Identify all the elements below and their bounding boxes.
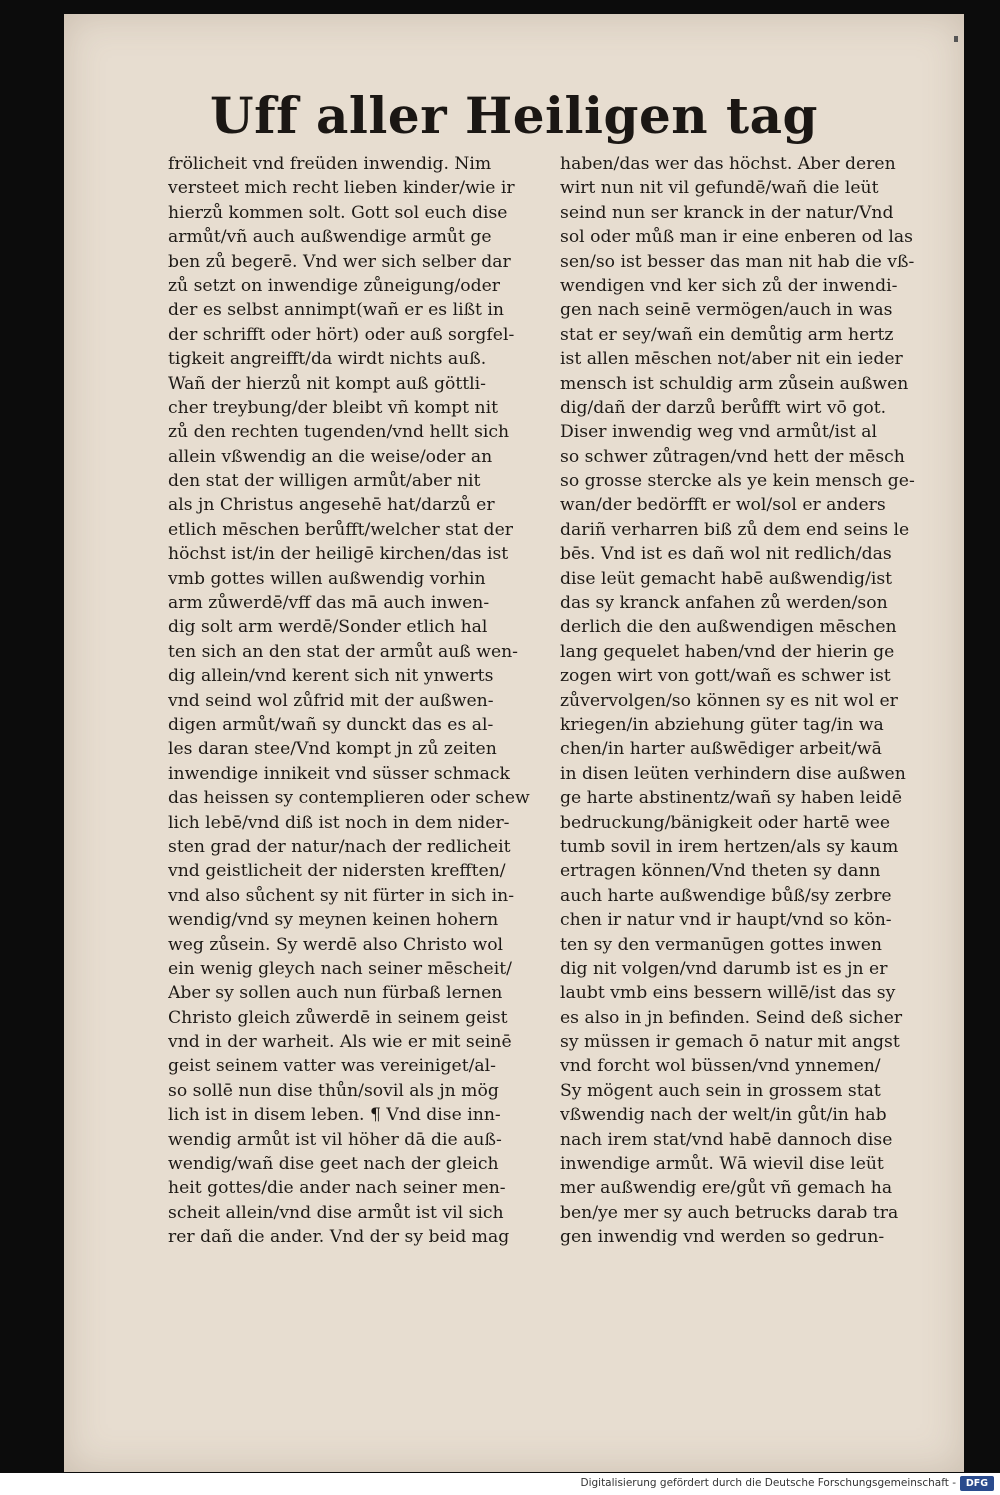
text-line: Christo gleich zůwerdē in seinem geist <box>168 1007 508 1028</box>
dfg-logo: DFG <box>960 1476 994 1491</box>
text-line: Wañ der hierzů nit kompt auß göttli- <box>168 373 486 394</box>
text-line: arm zůwerdē/vff das mā auch inwen- <box>168 593 490 614</box>
left-text-column <box>168 152 540 1250</box>
text-line: zů setzt on inwendige zůneigung/oder <box>168 275 500 296</box>
text-line: wan/der bedörfft er wol/sol er anders <box>560 495 886 516</box>
text-line: vnd seind wol zůfrid mit der außwen- <box>168 690 494 711</box>
page-title: Uff aller Heiligen tag <box>210 86 818 145</box>
text-line: mer außwendig ere/gůt vñ gemach ha <box>560 1178 893 1199</box>
text-line: vßwendig nach der welt/in gůt/in hab <box>560 1105 887 1126</box>
text-line: ben zů begerē. Vnd wer sich selber dar <box>168 251 511 272</box>
text-line: ertragen können/Vnd theten sy dann <box>560 861 881 882</box>
text-line: vnd in der warheit. Als wie er mit seinē <box>168 1032 512 1053</box>
text-line: wendig/wañ dise geet nach der gleich <box>168 1154 499 1175</box>
text-line: allein vßwendig an die weise/oder an <box>168 446 493 467</box>
text-line: weg zůsein. Sy werdē also Christo wol <box>168 934 504 955</box>
text-line: als jn Christus angesehē hat/darzů er <box>168 495 495 516</box>
text-line: ein wenig gleych nach seiner mēscheit/ <box>168 958 512 979</box>
text-line: den stat der willigen armůt/aber nit <box>168 471 481 492</box>
text-line: seind nun ser kranck in der natur/Vnd <box>560 202 894 223</box>
text-line: chen/in harter außwēdiger arbeit/wā <box>560 739 882 760</box>
text-line: inwendige armůt. Wā wievil dise leüt <box>560 1154 884 1175</box>
text-line: so schwer zůtragen/vnd hett der mēsch <box>560 446 905 467</box>
text-line: tumb sovil in irem hertzen/als sy kaum <box>560 836 899 857</box>
page-edge-mark <box>954 36 958 42</box>
text-line: armůt/vñ auch außwendige armůt ge <box>168 227 492 248</box>
text-line: digen armůt/wañ sy dunckt das es al- <box>168 714 494 735</box>
text-line: ge harte abstinentz/wañ sy haben leidē <box>560 788 903 809</box>
text-line: sten grad der natur/nach der redlicheit <box>168 836 511 857</box>
text-line: gen inwendig vnd werden so gedrun- <box>560 1227 885 1248</box>
book-page <box>64 14 964 1472</box>
text-line: Diser inwendig weg vnd armůt/ist al <box>560 422 877 443</box>
text-line: chen ir natur vnd ir haupt/vnd so kön- <box>560 910 892 931</box>
text-line: scheit allein/vnd dise armůt ist vil sich <box>168 1202 504 1223</box>
text-line: wirt nun nit vil gefundē/wañ die leüt <box>560 178 879 199</box>
text-line: so sollē nun dise thůn/sovil als jn mög <box>168 1080 499 1101</box>
text-line: der es selbst annimpt(wañ er es lißt in <box>168 300 504 321</box>
text-line: sol oder můß man ir eine enberen od las <box>560 227 913 248</box>
text-line: ben/ye mer sy auch betrucks darab tra <box>560 1202 899 1223</box>
footer-credit: Digitalisierung gefördert durch die Deutsche Forschungsgemeinschaft - <box>580 1477 956 1489</box>
text-line: bedruckung/bänigkeit oder hartē wee <box>560 812 891 833</box>
text-line: derlich die den außwendigen mēschen <box>560 617 897 638</box>
text-line: sen/so ist besser das man nit hab die vß- <box>560 251 915 272</box>
text-line: vmb gottes willen außwendig vorhin <box>168 568 486 589</box>
text-line: stat er sey/wañ ein demůtig arm hertz <box>560 324 894 345</box>
text-line: höchst ist/in der heiligē kirchen/das ist <box>168 544 509 565</box>
text-line: der schrifft oder hört) oder auß sorgfel- <box>168 324 515 345</box>
text-line: frölicheit vnd freüden inwendig. Nim <box>168 154 492 174</box>
text-line: zů den rechten tugenden/vnd hellt sich <box>168 422 510 443</box>
text-line: wendig armůt ist vil höher dā die auß- <box>168 1129 502 1150</box>
text-line: zogen wirt von gott/wañ es schwer ist <box>560 666 891 687</box>
text-line: Aber sy sollen auch nun fürbaß lernen <box>168 983 503 1004</box>
text-line: so grosse stercke als ye kein mensch ge- <box>560 471 915 492</box>
text-line: Sy mögent auch sein in grossem stat <box>560 1080 881 1101</box>
text-line: rer dañ die ander. Vnd der sy beid mag <box>168 1227 510 1248</box>
text-line: lich lebē/vnd diß ist noch in dem nider- <box>168 812 510 833</box>
text-line: es also in jn befinden. Seind deß sicher <box>560 1007 903 1028</box>
text-line: dig allein/vnd kerent sich nit ynwerts <box>168 666 494 687</box>
text-line: lich ist in disem leben. ¶ Vnd dise inn- <box>168 1105 501 1126</box>
text-line: les daran stee/Vnd kompt jn zů zeiten <box>168 739 497 760</box>
text-line: ten sich an den stat der armůt auß wen- <box>168 641 518 662</box>
text-line: ist allen mēschen not/aber nit ein ieder <box>560 349 903 370</box>
footer-bar <box>0 1473 1000 1495</box>
right-text-column <box>560 152 932 1250</box>
text-line: zůvervolgen/so können sy es nit wol er <box>560 690 898 711</box>
text-line: ten sy den vermanūgen gottes inwen <box>560 934 882 955</box>
text-line: inwendige innikeit vnd süsser schmack <box>168 763 510 784</box>
text-line: das heissen sy contemplieren oder schew <box>168 788 530 809</box>
text-line: mensch ist schuldig arm zůsein außwen <box>560 373 909 394</box>
text-line: cher treybung/der bleibt vñ kompt nit <box>168 397 499 418</box>
text-line: lang gequelet haben/vnd der hierin ge <box>560 641 895 662</box>
text-line: sy müssen ir gemach ō natur mit angst <box>560 1032 900 1053</box>
text-line: dig solt arm werdē/Sonder etlich hal <box>168 617 488 638</box>
text-line: kriegen/in abziehung güter tag/in wa <box>560 714 884 735</box>
text-line: geist seinem vatter was vereiniget/al- <box>168 1056 496 1077</box>
text-line: tigkeit angreifft/da wirdt nichts auß. <box>168 349 487 370</box>
text-line: bēs. Vnd ist es dañ wol nit redlich/das <box>560 544 892 565</box>
text-line: haben/das wer das höchst. Aber deren <box>560 154 896 174</box>
text-line: vnd also sůchent sy nit fürter in sich in- <box>168 885 515 906</box>
text-line: auch harte außwendige bůß/sy zerbre <box>560 885 892 906</box>
text-line: dariñ verharren biß zů dem end seins le <box>560 519 910 540</box>
text-line: heit gottes/die ander nach seiner men- <box>168 1178 506 1199</box>
text-line: hierzů kommen solt. Gott sol euch dise <box>168 202 508 223</box>
text-line: gen nach seinē vermögen/auch in was <box>560 300 893 321</box>
text-line: versteet mich recht lieben kinder/wie ir <box>168 178 515 199</box>
text-line: wendigen vnd ker sich zů der inwendi- <box>560 275 898 296</box>
text-line: wendig/vnd sy meynen keinen hohern <box>168 910 499 931</box>
text-line: dig nit volgen/vnd darumb ist es jn er <box>560 958 888 979</box>
text-line: laubt vmb eins bessern willē/ist das sy <box>560 983 896 1004</box>
text-line: dise leüt gemacht habē außwendig/ist <box>560 568 893 589</box>
text-line: etlich mēschen berůfft/welcher stat der <box>168 519 513 540</box>
text-line: vnd forcht wol büssen/vnd ynnemen/ <box>560 1056 881 1077</box>
text-line: vnd geistlicheit der nidersten krefften/ <box>168 861 506 882</box>
text-line: dig/dañ der darzů berůfft wirt vō got. <box>560 397 887 418</box>
text-line: nach irem stat/vnd habē dannoch dise <box>560 1129 893 1150</box>
text-line: in disen leüten verhindern dise außwen <box>560 763 906 784</box>
text-line: das sy kranck anfahen zů werden/son <box>560 593 888 614</box>
